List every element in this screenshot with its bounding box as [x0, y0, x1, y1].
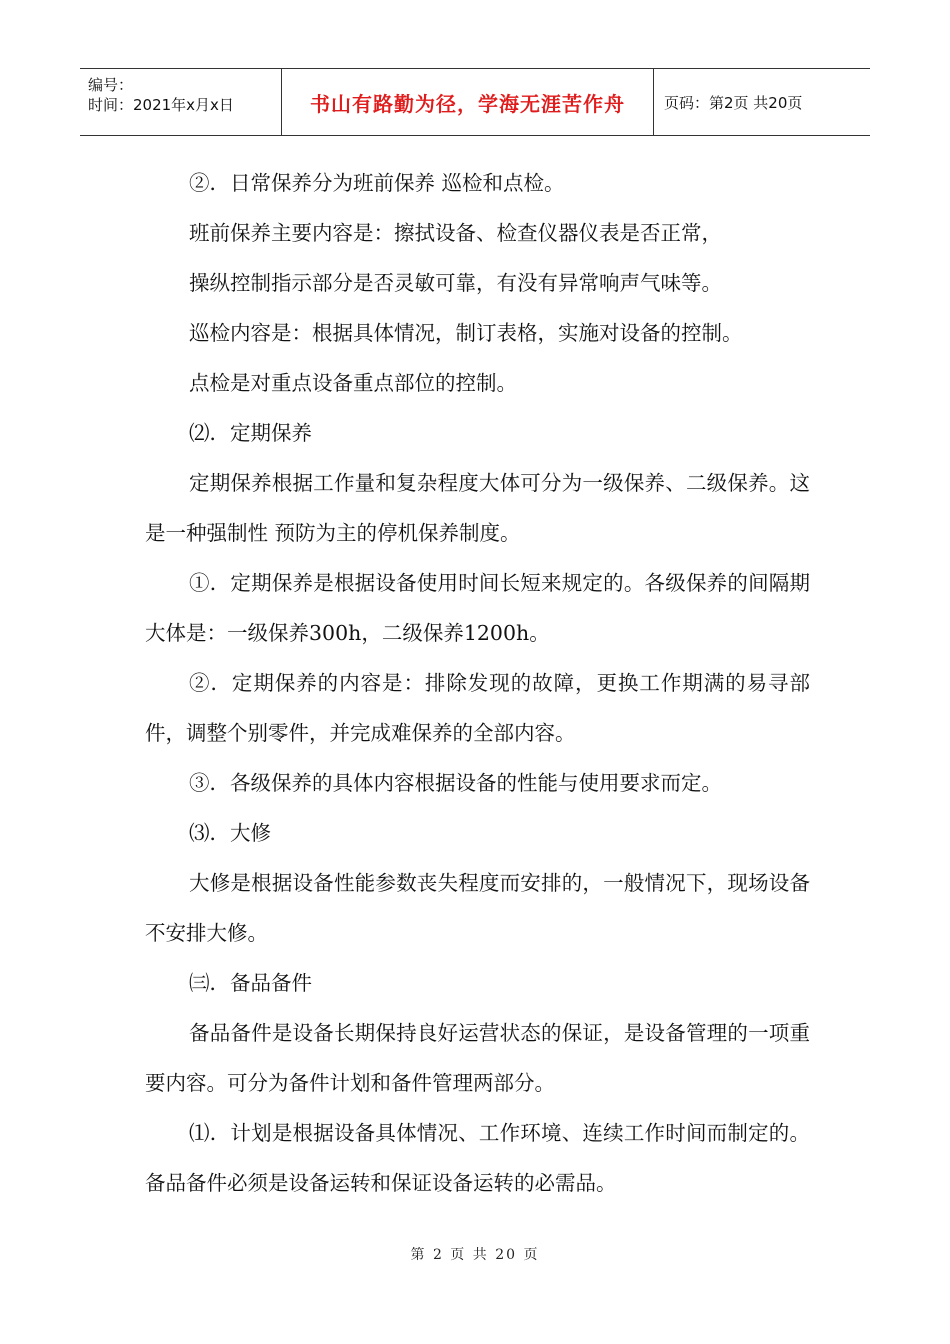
- paragraph: 班前保养主要内容是：擦拭设备、检查仪器仪表是否正常，: [189, 221, 722, 245]
- paragraph: 定期保养根据工作量和复杂程度大体可分为一级保养、二级保养。这是一种强制性 预防为主的停机保养制度。: [145, 471, 810, 545]
- document-body: [145, 158, 810, 1208]
- header-motto: 书山有路勤为径，学海无涯苦作舟: [282, 69, 654, 135]
- paragraph: ②．定期保养的内容是：排除发现的故障，更换工作期满的易寻部件，调整个别零件，并完成难保养的全部内容。: [145, 671, 810, 745]
- paragraph: 备品备件是设备长期保持良好运营状态的保证，是设备管理的一项重要内容。可分为备件计划和备件管理两部分。: [145, 1021, 810, 1095]
- paragraph: ①．定期保养是根据设备使用时间长短来规定的。各级保养的间隔期大体是：一级保养300h，二级保养1200h。: [145, 571, 810, 645]
- section-heading: ⑵．定期保养: [189, 421, 312, 445]
- paragraph: ②．日常保养分为班前保养 巡检和点检。: [189, 171, 565, 195]
- section-heading: ⑶．大修: [189, 821, 271, 845]
- paragraph: ③．各级保养的具体内容根据设备的性能与使用要求而定。: [189, 771, 722, 795]
- header-page-info: 页码：第2页 共20页: [664, 93, 803, 112]
- paragraph: 大修是根据设备性能参数丧失程度而安排的，一般情况下，现场设备不安排大修。: [145, 871, 810, 945]
- paragraph: 点检是对重点设备重点部位的控制。: [189, 371, 517, 395]
- document-number-label: 编号：: [88, 76, 134, 94]
- page-footer: 第 2 页 共 20 页: [410, 1247, 540, 1263]
- section-heading: ㈢．备品备件: [189, 971, 312, 995]
- paragraph: ⑴．计划是根据设备具体情况、工作环境、连续工作时间而制定的。备品备件必须是设备运转和保证设备运转的必需品。: [145, 1121, 810, 1195]
- header-meta: [80, 69, 282, 135]
- page-header: [80, 68, 870, 136]
- document-time-label: 时间：2021年x月x日: [88, 96, 234, 114]
- paragraph: 巡检内容是：根据具体情况，制订表格，实施对设备的控制。: [189, 321, 743, 345]
- paragraph: 操纵控制指示部分是否灵敏可靠，有没有异常响声气味等。: [189, 271, 722, 295]
